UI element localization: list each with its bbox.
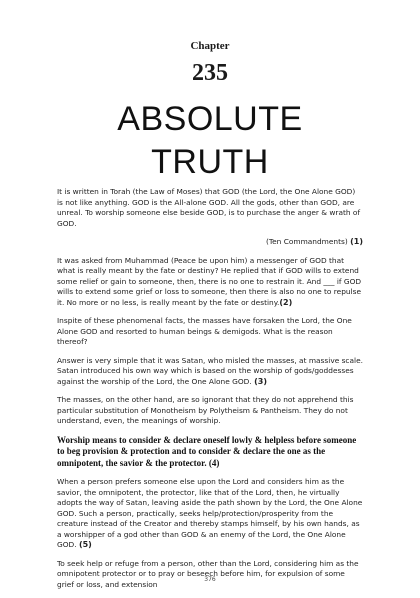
reference-number: (3): [254, 376, 267, 386]
paragraph: [57, 477, 363, 551]
reference-number: (4): [208, 457, 220, 468]
chapter-title-line-2: TRUTH: [151, 143, 269, 181]
chapter-number: 235: [192, 60, 228, 86]
paragraph: [57, 395, 363, 427]
citation-text: (Ten Commandments): [265, 237, 348, 246]
reference-number: (2): [279, 297, 293, 307]
citation-line: [57, 237, 363, 248]
paragraph-text: When a person prefers someone else upon the Lord and considers him as the savior, the omnipotent, the protector, like that of the Lord, then, he virtually adopts the way of Satan, leaving aside the path shown by the Lord, the One Alone GOD. Such a person, practically, seeks help/protection/prosperity from the creature instead of the Creator and thereby stamps himself, by his own hands, as a worshipper of a god other than GOD & an enemy of the Lord, the One Alone GOD.: [57, 477, 363, 549]
chapter-label: Chapter: [190, 40, 230, 52]
paragraph-text: It is written in Torah (the Law of Moses) that GOD (the Lord, the One Alone GOD) is not like anything. GOD is the All-alone GOD. All the gods, other than GOD, are unreal. To worship someone else beside GOD, is to purchase the anger & wrath of GOD.: [57, 187, 361, 228]
chapter-body: [57, 187, 363, 598]
paragraph-text: Answer is very simple that it was Satan, who misled the masses, at massive scale. Satan introduced his own way which is based on the worship of gods/goddesses against the worship of the Lord, the One Alone GOD.: [57, 355, 363, 386]
paragraph-text: Inspite of these phenomenal facts, the masses have forsaken the Lord, the One Alone GOD and resorted to human beings & demigods. What is the reason thereof?: [57, 316, 352, 346]
reference-number: (5): [78, 540, 92, 549]
paragraph: [57, 256, 363, 309]
page-number: 376: [204, 576, 216, 583]
paragraph: [57, 316, 363, 348]
paragraph-text: The masses, on the other hand, are so ignorant that they do not apprehend this particular substitution of Monotheism by Polytheism & Pantheism. They do not understand, even, the meanings of worship.: [57, 395, 354, 425]
paragraph-text: It was asked from Muhammad (Peace be upon him) a messenger of GOD that what is really meant by the fate or destiny? He replied that if GOD wills to extend some relief or gain to someone, then, there is no one to restrain it. And ___ if GOD wills to extend some grief or loss to someone, then there is also no one to repulse it. No more or no less, is really meant by the fate or destiny.: [57, 255, 362, 307]
paragraph: [57, 187, 363, 229]
paragraph-text: To seek help or refuge from a person, other than the Lord, considering him as the omnipotent protector or to pray or beseech before him, for expulsion of some grief or loss, and extension: [57, 558, 359, 589]
reference-number: (1): [350, 237, 363, 246]
paragraph: [57, 356, 363, 388]
paragraph-text: Worship means to consider & declare oneself lowly & helpless before someone to beg provision & protection and to consider & declare the one as the omnipotent, the savior & the protector.: [57, 434, 357, 468]
paragraph: [57, 559, 363, 591]
chapter-title-line-1: ABSOLUTE: [117, 100, 303, 138]
definition-paragraph: [57, 435, 363, 470]
